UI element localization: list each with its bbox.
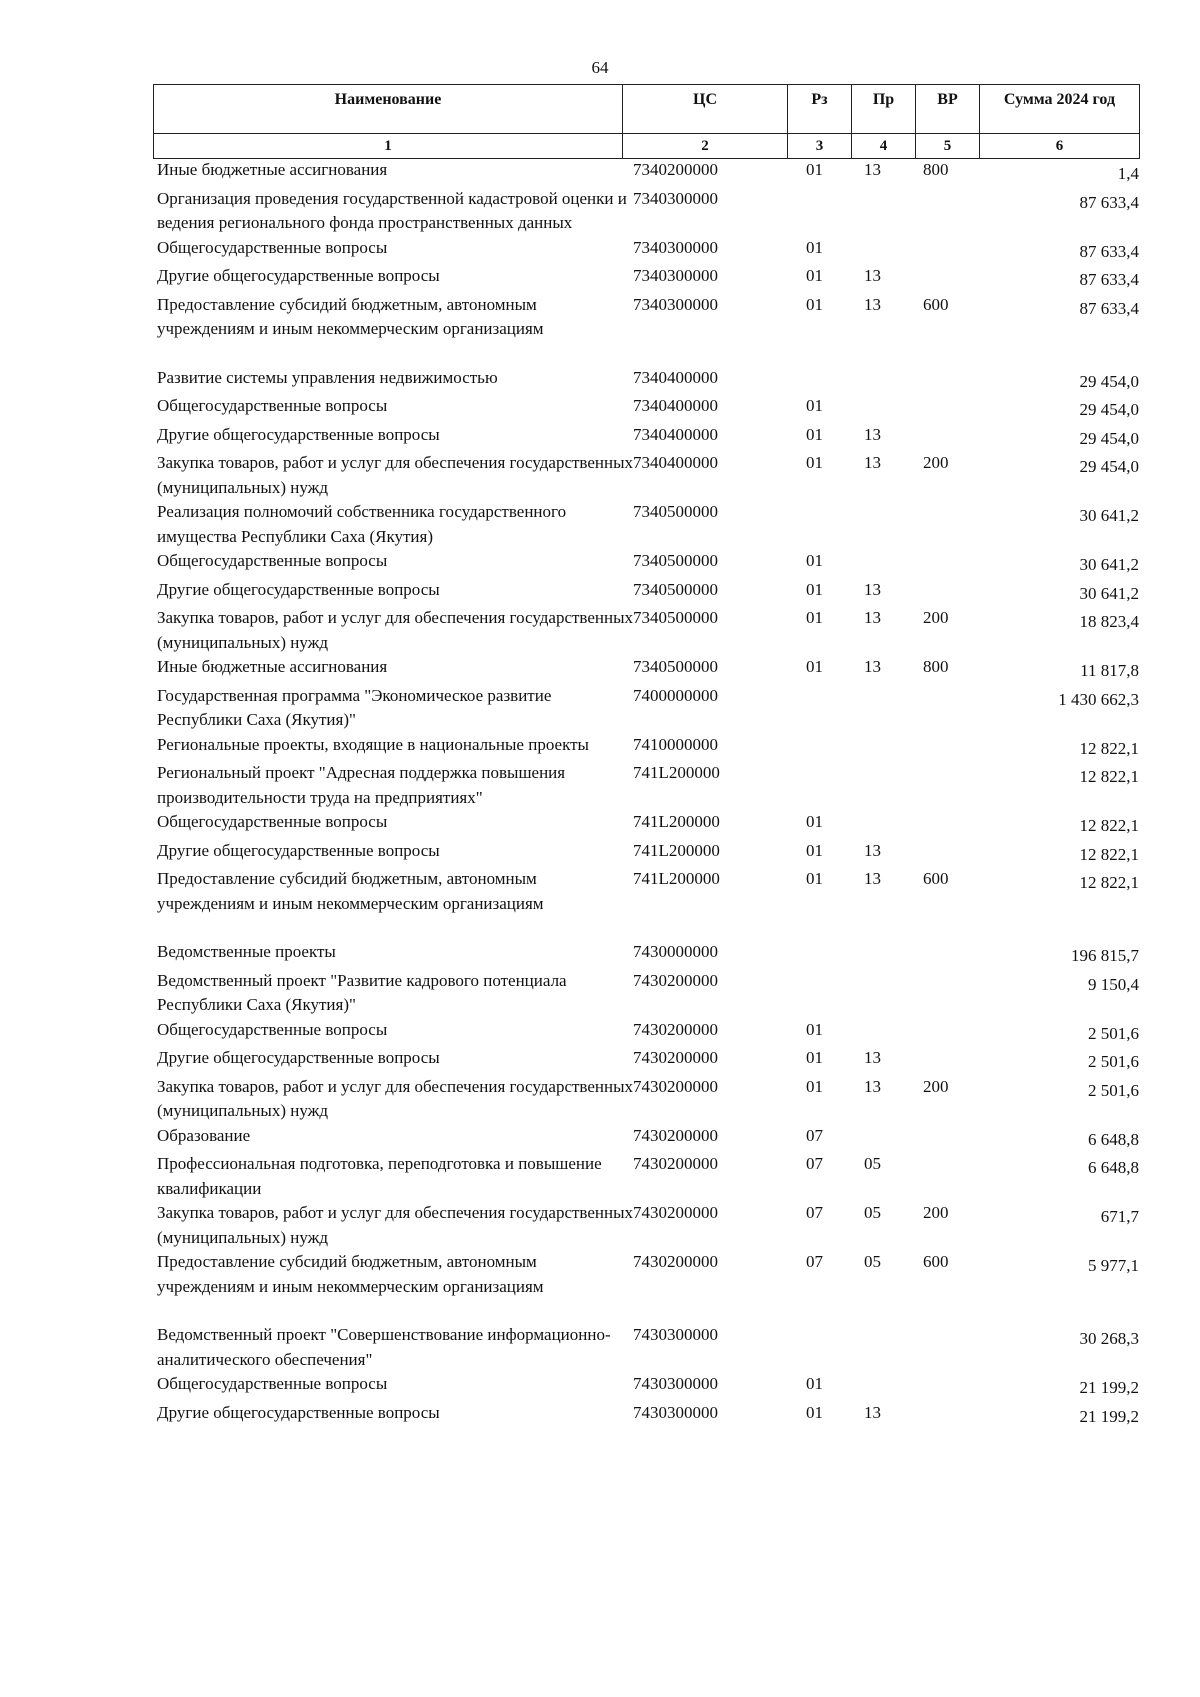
cell-cs: 7430200000 bbox=[633, 1252, 718, 1271]
cell-sum: 12 822,1 bbox=[1079, 816, 1139, 835]
cell-name: Развитие системы управления недвижимостью bbox=[157, 367, 498, 387]
cell-name: Общегосударственные вопросы bbox=[157, 237, 388, 257]
header-pr: Пр bbox=[852, 85, 916, 134]
cell-vr: 200 bbox=[923, 1076, 949, 1096]
cell-vr: 600 bbox=[923, 294, 949, 314]
table-header bbox=[153, 84, 1140, 159]
cell-sum: 30 641,2 bbox=[1079, 583, 1139, 603]
cell-name: Общегосударственные вопросы bbox=[157, 1019, 388, 1039]
cell-name: Профессиональная подготовка, переподготовка и повышение квалификации bbox=[157, 1154, 602, 1198]
cell-rz: 01 bbox=[806, 1402, 823, 1422]
table-row bbox=[153, 1046, 1139, 1075]
table-row bbox=[153, 940, 1139, 969]
table-row bbox=[153, 606, 1139, 655]
cell-name: Другие общегосударственные вопросы bbox=[157, 266, 440, 285]
cell-pr: 13 bbox=[864, 453, 881, 472]
cell-rz: 01 bbox=[806, 294, 823, 314]
cell-rz: 01 bbox=[806, 608, 823, 627]
cell-rz: 01 bbox=[806, 1374, 823, 1393]
cell-pr: 13 bbox=[864, 869, 881, 888]
cell-pr: 13 bbox=[864, 1402, 881, 1422]
cell-cs: 7430300000 bbox=[633, 1325, 718, 1344]
cell-pr: 05 bbox=[864, 1203, 881, 1222]
table-row bbox=[153, 500, 1139, 549]
cell-cs: 7430300000 bbox=[633, 1374, 718, 1393]
cell-rz: 01 bbox=[806, 840, 823, 860]
table-row bbox=[153, 578, 1139, 607]
table-row bbox=[153, 293, 1139, 366]
table-row bbox=[153, 810, 1139, 839]
cell-pr bbox=[844, 969, 911, 1018]
cell-vr bbox=[911, 810, 979, 839]
cell-pr: 13 bbox=[864, 608, 881, 627]
header-num-5: 5 bbox=[916, 134, 980, 159]
cell-rz bbox=[776, 1323, 844, 1372]
cell-vr bbox=[911, 187, 979, 236]
header-num-3: 3 bbox=[788, 134, 852, 159]
cell-vr bbox=[911, 500, 979, 549]
cell-sum: 11 817,8 bbox=[1080, 661, 1139, 680]
cell-rz: 01 bbox=[806, 657, 823, 676]
cell-pr bbox=[844, 366, 911, 395]
cell-pr bbox=[844, 940, 911, 969]
cell-sum: 196 815,7 bbox=[1071, 946, 1139, 965]
cell-name: Предоставление субсидий бюджетным, автономным учреждениям и иным некоммерческим организациям bbox=[157, 294, 544, 338]
table-row bbox=[153, 264, 1139, 293]
cell-cs: 741L200000 bbox=[633, 869, 720, 888]
cell-sum: 21 199,2 bbox=[1079, 1406, 1139, 1426]
cell-rz: 01 bbox=[806, 812, 823, 831]
cell-cs: 7430200000 bbox=[633, 1076, 718, 1096]
table-row bbox=[153, 1018, 1139, 1047]
header-cs: ЦС bbox=[623, 85, 788, 134]
cell-vr bbox=[911, 394, 979, 423]
cell-cs: 7430200000 bbox=[633, 1019, 718, 1039]
cell-vr bbox=[911, 684, 979, 733]
cell-sum: 29 454,0 bbox=[1079, 400, 1139, 419]
cell-pr bbox=[844, 500, 911, 549]
cell-cs: 7430200000 bbox=[633, 1048, 718, 1067]
cell-sum: 21 199,2 bbox=[1079, 1378, 1139, 1397]
cell-vr bbox=[911, 1046, 979, 1075]
cell-sum: 6 648,8 bbox=[1088, 1158, 1139, 1177]
cell-name: Предоставление субсидий бюджетным, автономным учреждениям и иным некоммерческим организациям bbox=[157, 869, 544, 913]
cell-sum: 87 633,4 bbox=[1079, 241, 1139, 261]
table-row bbox=[153, 1372, 1139, 1401]
cell-name: Государственная программа "Экономическое развитие Республики Саха (Якутия)" bbox=[157, 685, 552, 729]
cell-sum: 30 641,2 bbox=[1079, 506, 1139, 525]
cell-sum: 2 501,6 bbox=[1088, 1080, 1139, 1100]
cell-name: Общегосударственные вопросы bbox=[157, 396, 388, 415]
cell-cs: 7430000000 bbox=[633, 942, 718, 961]
cell-vr bbox=[911, 366, 979, 395]
header-num-6: 6 bbox=[980, 134, 1140, 159]
cell-sum: 30 268,3 bbox=[1079, 1329, 1139, 1348]
table-row bbox=[153, 1201, 1139, 1250]
cell-pr bbox=[844, 187, 911, 236]
cell-rz bbox=[776, 733, 844, 762]
table-row bbox=[153, 655, 1139, 684]
cell-sum: 30 641,2 bbox=[1079, 555, 1139, 574]
cell-sum: 12 822,1 bbox=[1079, 844, 1139, 864]
table-row bbox=[153, 733, 1139, 762]
cell-name: Общегосударственные вопросы bbox=[157, 551, 388, 570]
cell-name: Ведомственный проект "Совершенствование информационно-аналитического обеспечения" bbox=[157, 1325, 611, 1369]
cell-vr bbox=[911, 969, 979, 1018]
cell-rz: 01 bbox=[806, 237, 823, 257]
cell-sum: 12 822,1 bbox=[1079, 767, 1139, 786]
cell-name: Региональный проект "Адресная поддержка повышения производительности труда на предприятиях" bbox=[157, 763, 566, 807]
header-name: Наименование bbox=[154, 85, 623, 134]
cell-cs: 7340300000 bbox=[633, 237, 718, 257]
header-num-2: 2 bbox=[623, 134, 788, 159]
table-row bbox=[153, 1401, 1139, 1430]
cell-vr bbox=[911, 264, 979, 293]
cell-cs: 7430200000 bbox=[633, 1203, 718, 1222]
cell-cs: 7400000000 bbox=[633, 685, 718, 705]
cell-sum: 2 501,6 bbox=[1088, 1023, 1139, 1043]
cell-sum: 18 823,4 bbox=[1079, 612, 1139, 631]
cell-name: Региональные проекты, входящие в национальные проекты bbox=[157, 734, 589, 754]
cell-rz: 01 bbox=[806, 1019, 823, 1039]
cell-cs: 7340500000 bbox=[633, 608, 718, 627]
cell-rz bbox=[776, 761, 844, 810]
cell-pr bbox=[844, 394, 911, 423]
table-row bbox=[153, 1075, 1139, 1124]
cell-cs: 7340500000 bbox=[633, 657, 718, 676]
cell-cs: 741L200000 bbox=[633, 763, 720, 782]
table-row bbox=[153, 867, 1139, 940]
table-row bbox=[153, 451, 1139, 500]
table-row bbox=[153, 684, 1139, 733]
cell-rz: 01 bbox=[806, 160, 823, 179]
header-num-4: 4 bbox=[852, 134, 916, 159]
cell-name: Другие общегосударственные вопросы bbox=[157, 424, 440, 444]
cell-rz bbox=[776, 940, 844, 969]
cell-vr bbox=[911, 1018, 979, 1047]
cell-rz: 01 bbox=[806, 396, 823, 415]
cell-cs: 7430200000 bbox=[633, 1125, 718, 1145]
page-number: 64 bbox=[591, 58, 609, 77]
cell-name: Другие общегосударственные вопросы bbox=[157, 579, 440, 599]
cell-pr bbox=[844, 1323, 911, 1372]
cell-pr bbox=[844, 1372, 911, 1401]
header-vr: ВР bbox=[916, 85, 980, 134]
cell-vr bbox=[911, 733, 979, 762]
table-row bbox=[153, 1323, 1139, 1372]
cell-rz: 07 bbox=[806, 1203, 823, 1222]
cell-name: Реализация полномочий собственника государственного имущества Республики Саха (Якутия) bbox=[157, 502, 567, 546]
cell-rz: 01 bbox=[806, 869, 823, 888]
cell-cs: 7340400000 bbox=[633, 396, 718, 415]
cell-vr bbox=[911, 549, 979, 578]
cell-vr bbox=[911, 1152, 979, 1201]
cell-cs: 7430200000 bbox=[633, 970, 718, 990]
cell-sum: 29 454,0 bbox=[1079, 371, 1139, 391]
cell-cs: 741L200000 bbox=[633, 812, 720, 831]
cell-sum: 29 454,0 bbox=[1079, 428, 1139, 448]
cell-vr bbox=[911, 1372, 979, 1401]
cell-sum: 9 150,4 bbox=[1088, 974, 1139, 994]
cell-name: Образование bbox=[157, 1125, 251, 1145]
cell-name: Закупка товаров, работ и услуг для обеспечения государственных (муниципальных) нужд bbox=[157, 453, 634, 497]
cell-name: Другие общегосударственные вопросы bbox=[157, 1048, 440, 1067]
cell-pr bbox=[844, 810, 911, 839]
cell-cs: 7340300000 bbox=[633, 266, 718, 285]
cell-cs: 7340500000 bbox=[633, 551, 718, 570]
cell-pr bbox=[844, 1018, 911, 1047]
cell-sum: 1,4 bbox=[1117, 164, 1139, 183]
cell-sum: 2 501,6 bbox=[1088, 1052, 1139, 1071]
cell-sum: 29 454,0 bbox=[1079, 457, 1139, 476]
header-num-1: 1 bbox=[154, 134, 623, 159]
cell-name: Другие общегосударственные вопросы bbox=[157, 840, 440, 860]
cell-pr: 13 bbox=[864, 1048, 881, 1067]
cell-rz: 07 bbox=[806, 1252, 823, 1271]
cell-pr: 05 bbox=[864, 1252, 881, 1271]
table-row bbox=[153, 969, 1139, 1018]
cell-pr: 13 bbox=[864, 579, 881, 599]
cell-cs: 7340400000 bbox=[633, 367, 718, 387]
cell-pr: 13 bbox=[864, 424, 881, 444]
table-row bbox=[153, 394, 1139, 423]
cell-pr bbox=[844, 684, 911, 733]
cell-pr: 13 bbox=[864, 294, 881, 314]
cell-name: Закупка товаров, работ и услуг для обеспечения государственных (муниципальных) нужд bbox=[157, 1076, 634, 1120]
cell-vr: 200 bbox=[923, 453, 949, 472]
cell-rz: 07 bbox=[806, 1154, 823, 1173]
cell-vr bbox=[911, 578, 979, 607]
cell-rz: 07 bbox=[806, 1125, 823, 1145]
cell-pr: 05 bbox=[864, 1154, 881, 1173]
table-row bbox=[153, 423, 1139, 452]
cell-rz bbox=[776, 684, 844, 733]
cell-vr bbox=[911, 1323, 979, 1372]
cell-vr: 800 bbox=[923, 160, 949, 179]
table-row bbox=[153, 236, 1139, 265]
cell-pr: 13 bbox=[864, 160, 881, 179]
cell-pr: 13 bbox=[864, 657, 881, 676]
header-sum: Сумма 2024 год bbox=[980, 85, 1140, 134]
cell-vr: 800 bbox=[923, 657, 949, 676]
cell-sum: 87 633,4 bbox=[1079, 192, 1139, 212]
cell-pr bbox=[844, 236, 911, 265]
cell-rz: 01 bbox=[806, 551, 823, 570]
cell-name: Предоставление субсидий бюджетным, автономным учреждениям и иным некоммерческим организациям bbox=[157, 1252, 544, 1296]
cell-rz: 01 bbox=[806, 1076, 823, 1096]
cell-name: Закупка товаров, работ и услуг для обеспечения государственных (муниципальных) нужд bbox=[157, 608, 634, 652]
cell-cs: 7410000000 bbox=[633, 734, 718, 754]
cell-name: Другие общегосударственные вопросы bbox=[157, 1402, 440, 1422]
cell-name: Ведомственные проекты bbox=[157, 942, 336, 961]
cell-name: Ведомственный проект "Развитие кадрового потенциала Республики Саха (Якутия)" bbox=[157, 970, 567, 1014]
cell-sum: 12 822,1 bbox=[1079, 738, 1139, 758]
cell-cs: 7340300000 bbox=[633, 294, 718, 314]
table-row bbox=[153, 549, 1139, 578]
cell-vr: 600 bbox=[923, 869, 949, 888]
cell-vr bbox=[911, 1401, 979, 1430]
cell-sum: 5 977,1 bbox=[1088, 1256, 1139, 1275]
cell-sum: 12 822,1 bbox=[1079, 873, 1139, 892]
cell-cs: 7430300000 bbox=[633, 1402, 718, 1422]
cell-rz bbox=[776, 366, 844, 395]
cell-cs: 7340200000 bbox=[633, 160, 718, 179]
cell-sum: 6 648,8 bbox=[1088, 1129, 1139, 1149]
cell-rz bbox=[776, 500, 844, 549]
table-row bbox=[153, 366, 1139, 395]
cell-cs: 7340300000 bbox=[633, 188, 718, 208]
cell-cs: 7340500000 bbox=[633, 579, 718, 599]
cell-cs: 7430200000 bbox=[633, 1154, 718, 1173]
cell-name: Организация проведения государственной кадастровой оценки и ведения регионального фонда пространственных данных bbox=[157, 188, 627, 232]
cell-name: Закупка товаров, работ и услуг для обеспечения государственных (муниципальных) нужд bbox=[157, 1203, 634, 1247]
cell-pr bbox=[844, 761, 911, 810]
table-row bbox=[153, 1124, 1139, 1153]
cell-rz: 01 bbox=[806, 453, 823, 472]
cell-sum: 87 633,4 bbox=[1079, 298, 1139, 318]
cell-name: Иные бюджетные ассигнования bbox=[157, 160, 388, 179]
cell-rz bbox=[776, 187, 844, 236]
table-row bbox=[153, 839, 1139, 868]
cell-pr bbox=[844, 549, 911, 578]
cell-pr: 13 bbox=[864, 1076, 881, 1096]
cell-rz bbox=[776, 969, 844, 1018]
cell-name: Общегосударственные вопросы bbox=[157, 1374, 388, 1393]
cell-name: Иные бюджетные ассигнования bbox=[157, 657, 388, 676]
cell-vr bbox=[911, 1124, 979, 1153]
cell-rz: 01 bbox=[806, 579, 823, 599]
cell-vr bbox=[911, 761, 979, 810]
cell-cs: 7340500000 bbox=[633, 502, 718, 521]
cell-vr bbox=[911, 940, 979, 969]
table-row bbox=[153, 761, 1139, 810]
cell-pr: 13 bbox=[864, 266, 881, 285]
table-row bbox=[153, 1250, 1139, 1323]
cell-cs: 7340400000 bbox=[633, 453, 718, 472]
cell-pr bbox=[844, 1124, 911, 1153]
cell-rz: 01 bbox=[806, 1048, 823, 1067]
cell-pr: 13 bbox=[864, 840, 881, 860]
cell-cs: 7340400000 bbox=[633, 424, 718, 444]
cell-vr bbox=[911, 236, 979, 265]
budget-rows bbox=[153, 158, 1139, 1429]
cell-vr bbox=[911, 423, 979, 452]
cell-vr: 200 bbox=[923, 608, 949, 627]
cell-pr bbox=[844, 733, 911, 762]
cell-rz: 01 bbox=[806, 424, 823, 444]
cell-vr bbox=[911, 839, 979, 868]
table-row bbox=[153, 158, 1139, 187]
cell-sum: 1 430 662,3 bbox=[1058, 689, 1139, 709]
header-rz: Рз bbox=[788, 85, 852, 134]
cell-name: Общегосударственные вопросы bbox=[157, 812, 388, 831]
cell-vr: 200 bbox=[923, 1203, 949, 1222]
cell-cs: 741L200000 bbox=[633, 840, 720, 860]
table-row bbox=[153, 1152, 1139, 1201]
table-row bbox=[153, 187, 1139, 236]
cell-rz: 01 bbox=[806, 266, 823, 285]
cell-sum: 671,7 bbox=[1100, 1207, 1139, 1226]
cell-vr: 600 bbox=[923, 1252, 949, 1271]
cell-sum: 87 633,4 bbox=[1079, 270, 1139, 289]
